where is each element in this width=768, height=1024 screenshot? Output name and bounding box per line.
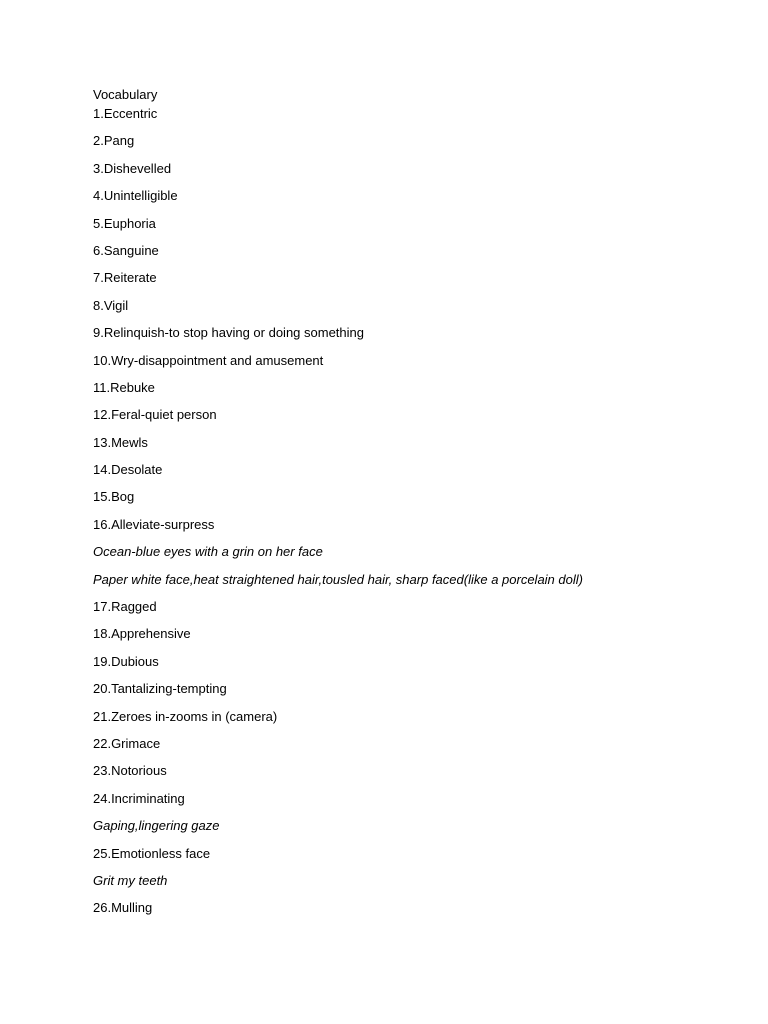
list-item: 2.Pang xyxy=(93,133,135,149)
list-item: 17.Ragged xyxy=(93,599,157,615)
list-item: 15.Bog xyxy=(93,489,135,505)
list-item: Grit my teeth xyxy=(93,872,168,888)
list-item: 23.Notorious xyxy=(93,763,167,779)
list-item: 19.Dubious xyxy=(93,653,159,669)
document-body xyxy=(93,87,713,928)
list-item: 14.Desolate xyxy=(93,462,163,478)
list-item: 22.Grimace xyxy=(93,735,161,751)
vocabulary-list xyxy=(93,106,713,916)
list-item: Ocean-blue eyes with a grin on her face xyxy=(93,544,323,560)
list-item: 8.Vigil xyxy=(93,297,129,313)
list-item: 5.Euphoria xyxy=(93,215,156,231)
list-item: 24.Incriminating xyxy=(93,790,185,806)
list-item: 13.Mewls xyxy=(93,434,148,450)
list-item: 4.Unintelligible xyxy=(93,188,178,204)
document-title: Vocabulary xyxy=(93,87,158,102)
list-item: 12.Feral-quiet person xyxy=(93,407,217,423)
list-item: Gaping,lingering gaze xyxy=(93,818,220,834)
list-item: 25.Emotionless face xyxy=(93,845,211,861)
list-item: 3.Dishevelled xyxy=(93,160,172,176)
list-item: 18.Apprehensive xyxy=(93,626,191,642)
list-item: 21.Zeroes in-zooms in (camera) xyxy=(93,708,278,724)
list-item: 9.Relinquish-to stop having or doing something xyxy=(93,325,365,341)
list-item: 11.Rebuke xyxy=(93,379,155,395)
list-item: 20.Tantalizing-tempting xyxy=(93,681,227,697)
list-item: 10.Wry-disappointment and amusement xyxy=(93,352,324,368)
list-item: 16.Alleviate-surpress xyxy=(93,516,215,532)
list-item: 26.Mulling xyxy=(93,900,153,916)
list-item: Paper white face,heat straightened hair,tousled hair, sharp faced(like a porcelain doll) xyxy=(93,571,583,587)
list-item: 6.Sanguine xyxy=(93,242,159,258)
list-item: 7.Reiterate xyxy=(93,270,157,286)
list-item: 1.Eccentric xyxy=(93,106,158,121)
